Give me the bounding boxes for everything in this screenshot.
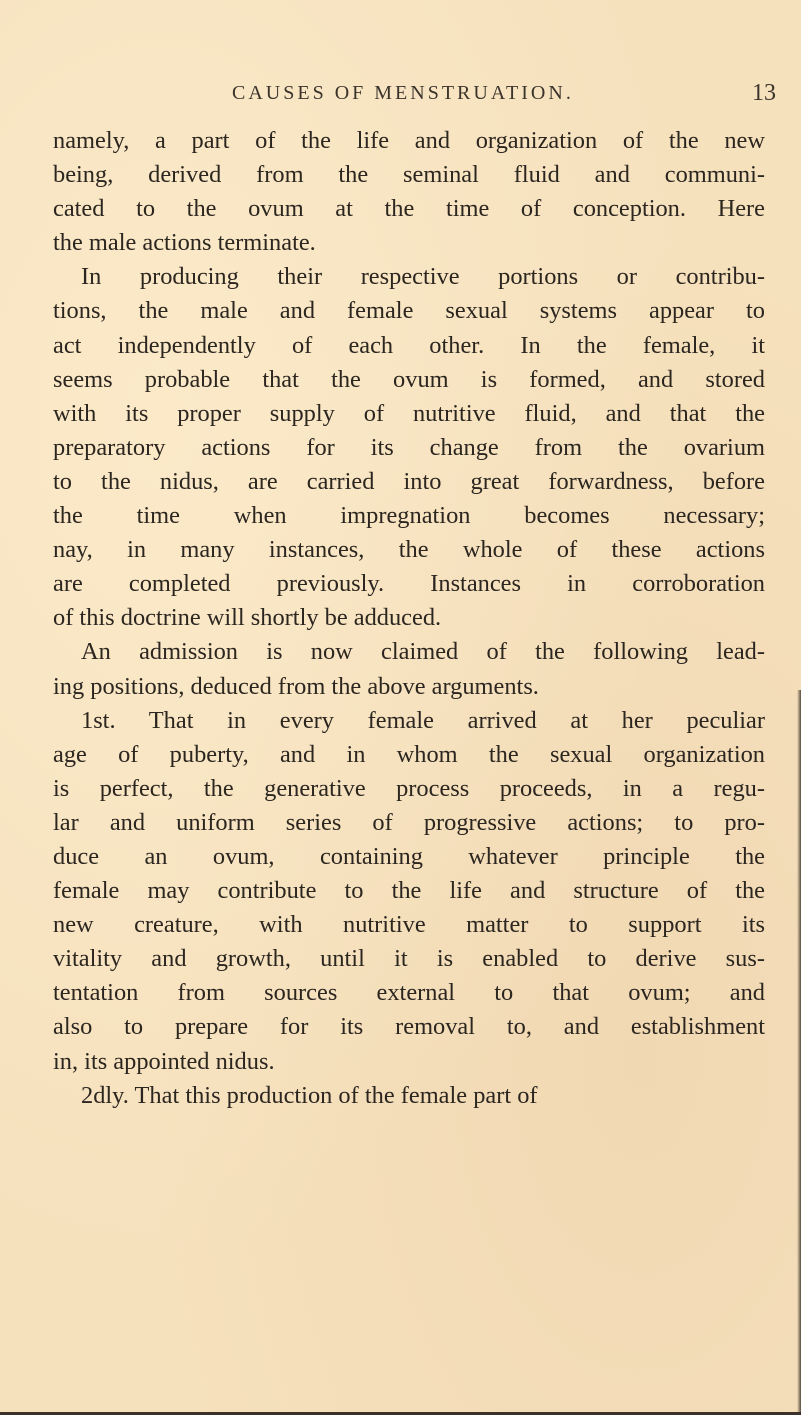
text-line: cated to the ovum at the time of conception. Here: [53, 195, 765, 223]
page-edge-shadow: [797, 690, 801, 1415]
text-line: are completed previously. Instances in corroboration: [53, 570, 765, 598]
text-line: namely, a part of the life and organization of the new: [53, 127, 765, 154]
text-line: to the nidus, are carried into great forwardness, before: [53, 467, 765, 495]
paragraph-start-line: An admission is now claimed of the following lead-: [81, 638, 765, 666]
text-line: tions, the male and female sexual systems appear to: [53, 297, 765, 325]
text-line: also to prepare for its removal to, and establishment: [53, 1013, 765, 1041]
text-line: act independently of each other. In the female, it: [53, 331, 765, 359]
paragraph-start-line: 1st. That in every female arrived at her peculiar: [81, 706, 765, 734]
text-line: seems probable that the ovum is formed, and stored: [53, 365, 765, 393]
running-head-title: CAUSES OF MENSTRUATION.: [232, 82, 574, 104]
text-line: preparatory actions for its change from the ovarium: [53, 433, 765, 461]
text-line: female may contribute to the life and structure of the: [53, 877, 765, 905]
text-line: with its proper supply of nutritive fluid, and that the: [53, 399, 765, 427]
text-line: being, derived from the seminal fluid and communi-: [53, 161, 765, 189]
paragraph-start-line: 2dly. That this production of the female part of: [81, 1081, 538, 1109]
text-line: is perfect, the generative process proceeds, in a regu-: [53, 774, 765, 802]
body-text: [53, 124, 765, 1113]
text-line: vitality and growth, until it is enabled to derive sus-: [53, 945, 765, 973]
text-line: tentation from sources external to that ovum; and: [53, 979, 765, 1007]
running-head: [0, 82, 801, 112]
text-line: duce an ovum, containing whatever principle the: [53, 842, 765, 870]
text-line: new creature, with nutritive matter to support its: [53, 911, 765, 939]
text-line: the time when impregnation becomes necessary;: [53, 502, 765, 530]
text-line: lar and uniform series of progressive actions; to pro-: [53, 808, 765, 836]
text-line: age of puberty, and in whom the sexual organization: [53, 740, 765, 768]
text-line: the male actions terminate.: [53, 229, 316, 257]
paragraph-start-line: In producing their respective portions or contribu-: [81, 263, 765, 291]
text-line: nay, in many instances, the whole of these actions: [53, 536, 765, 564]
text-line: in, its appointed nidus.: [53, 1047, 275, 1075]
text-line: of this doctrine will shortly be adduced.: [53, 604, 442, 632]
page-number: 13: [752, 80, 776, 106]
text-line: ing positions, deduced from the above arguments.: [53, 672, 539, 700]
